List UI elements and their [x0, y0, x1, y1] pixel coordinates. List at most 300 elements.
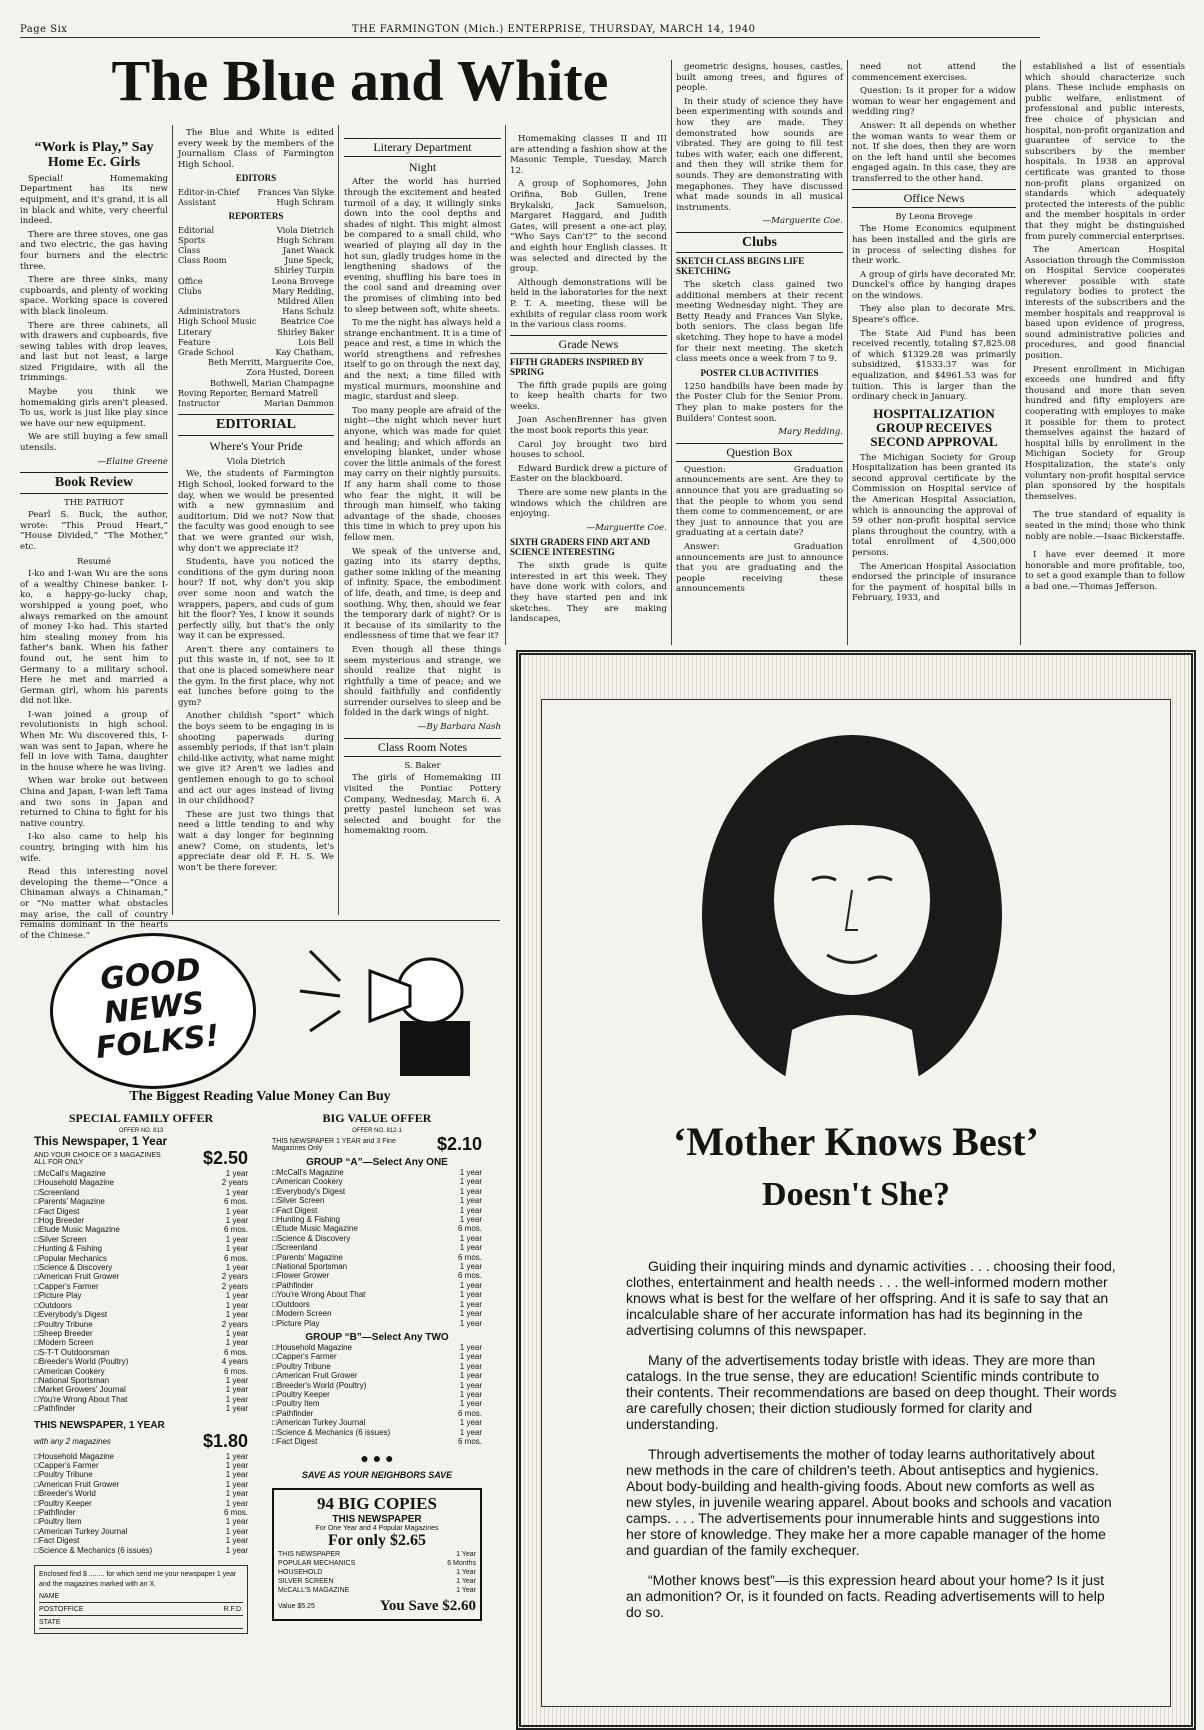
magazine-term: 1 year — [459, 1196, 482, 1206]
subhead: FIFTH GRADERS INSPIRED BY SPRING — [510, 356, 644, 377]
column-2 — [178, 128, 334, 918]
magazine-name: □ Capper's Farmer — [272, 1352, 337, 1361]
magazine-row[interactable] — [34, 1338, 248, 1347]
staff-role: Clubs — [178, 285, 202, 296]
magazine-row[interactable] — [272, 1362, 482, 1371]
column-rule — [338, 125, 339, 915]
staff-role: High School Music — [178, 316, 257, 327]
you-save: You Save $2.60 — [379, 1598, 476, 1615]
combo-item: SILVER SCREEN — [278, 1578, 334, 1586]
magazine-name: □ American Cookery — [34, 1367, 105, 1376]
column-rule — [172, 125, 173, 915]
paragraph: These are just two things that need a little tending to and why wait a day longer for beginning anew? Come, on students, let's appreciate dear old F. H. S. We won't be there forever. — [178, 809, 334, 873]
magazine-name: □ American Fruit Grower — [34, 1480, 119, 1489]
magazine-row[interactable] — [34, 1207, 248, 1216]
magazine-row[interactable] — [272, 1343, 482, 1352]
article-headline: Class Room Notes — [344, 738, 501, 757]
staff-name: Hugh Schram — [276, 234, 334, 245]
article-headline: “Work is Play,” Say Home Ec. Girls — [34, 140, 154, 171]
magazine-term: 1 year — [225, 1244, 248, 1254]
staff-row — [178, 306, 334, 316]
magazine-list — [272, 1168, 482, 1328]
magazine-term: 1 year — [225, 1375, 248, 1385]
magazine-row[interactable] — [272, 1206, 482, 1215]
magazine-row[interactable] — [272, 1352, 482, 1361]
combo-term: 1 Year — [456, 1578, 476, 1586]
editors-list — [178, 187, 334, 207]
form-intro: Enclosed find $ ........ for which send me your newspaper 1 year and the magazines marked with an X. — [39, 1571, 237, 1589]
author-signature: —Elaine Greene — [97, 456, 168, 467]
magazine-row[interactable] — [34, 1272, 248, 1281]
magazine-row[interactable] — [34, 1235, 248, 1244]
magazine-row[interactable] — [34, 1178, 248, 1187]
paragraph: When war broke out between China and Japan, I-wan left Tama and two sons in Japan and returned to China to fight for his native country. — [20, 776, 168, 829]
magazine-term: 6 mos. — [223, 1366, 248, 1376]
magazine-name: □ Outdoors — [272, 1300, 310, 1309]
magazine-row[interactable] — [34, 1461, 248, 1470]
paragraph: Students, have you noticed the conditions of the gym during noon hour? If not, why don't you skip over some noon and watch the wrappers, papers, and cuds of gum hit the floor? Yes, I know it sounds perfectly silly, but that's the only way it can be expressed. — [178, 557, 334, 642]
magazine-name: □ Sheep Breeder — [34, 1329, 93, 1338]
paragraph: Question: Graduation announcements are sent. Are they to announce that you are graduating so that the people to whom you send them come to commencement, or are they just to announce that you are graduating at a certain date? — [676, 464, 843, 539]
staff-name: Viola Dietrich — [276, 224, 334, 235]
combo-sub: For One Year and 4 Popular Magazines — [315, 1525, 439, 1533]
magazine-name: □ American Fruit Grower — [34, 1272, 119, 1281]
magazine-row[interactable] — [272, 1428, 482, 1437]
ad-headline: ‘Mother Knows Best’ — [673, 1119, 1039, 1164]
magazine-term: 1 year — [459, 1427, 482, 1437]
shout-lines — [300, 951, 340, 1031]
paragraph: Many of the advertisements today bristle with ideas. They are more than catalogs. In the true sense, they are education! Scientific minds contribute to their contents. Their recommendations are based on deep thought. Their words are carefully chosen; their diction studiously formed for clarity and understanding. — [626, 1352, 1117, 1432]
magazine-term: 1 year — [225, 1498, 248, 1508]
mother-knows-best-ad — [516, 650, 1196, 1730]
paragraph: “Mother knows best”—is this expression heard about your home? Is it just an admonition? Or, is it founded on facts. Reading advertisements will to help do so. — [626, 1572, 1105, 1620]
staff-role: Editorial — [178, 224, 215, 235]
portrait-collar — [782, 1015, 922, 1100]
staff-name: Kay Chatham, — [275, 347, 334, 357]
magazine-name: □ National Sportsman — [272, 1262, 347, 1271]
staff-name: June Speck, — [284, 255, 334, 266]
staff-row — [178, 286, 334, 296]
editorial-title: Where's Your Pride — [209, 438, 303, 453]
article-headline: Clubs — [676, 232, 843, 253]
magazine-name: □ Poultry Item — [34, 1517, 82, 1526]
paragraph: Answer: It all depends on whether the woman wants to wear them or not. If she does, then they are worn on the left hand until she becomes engaged again. In this case, they are transferred to the other hand. — [852, 120, 1016, 184]
magazine-row[interactable] — [272, 1437, 482, 1446]
magazine-term: 1 year — [225, 1385, 248, 1395]
magazine-name: □ You're Wrong About That — [272, 1290, 365, 1299]
magazine-name: □ Modern Screen — [34, 1338, 94, 1347]
magazine-row[interactable] — [34, 1225, 248, 1234]
author-signature: Mary Redding. — [778, 427, 843, 438]
magazine-term: 6 mos. — [223, 1347, 248, 1357]
paragraph: There are three cabinets, all with drawers and cupboards, five sewing tables with drop leaves, and last but not least, a large sized Frigidaire, with all the trimmings. — [20, 320, 168, 384]
quotation: I have ever deemed it more honorable and more profitable, too, to set a good example than to follow a bad one.—Thomas Jefferson. — [1025, 550, 1185, 592]
magazine-row[interactable] — [34, 1385, 248, 1394]
column-rule — [1020, 60, 1021, 645]
column-4 — [510, 134, 667, 644]
staff-name: Hugh Schram — [276, 197, 334, 208]
magazine-name: □ Poultry Tribune — [34, 1470, 93, 1479]
magazine-name: □ Silver Screen — [272, 1196, 324, 1205]
paragraph: Carol Joy brought two bird houses to school. — [510, 439, 667, 461]
magazine-row[interactable] — [272, 1409, 482, 1418]
column-7 — [1025, 62, 1185, 644]
magazine-row[interactable] — [34, 1527, 248, 1536]
paragraph: They also plan to decorate Mrs. Speare's office. — [852, 304, 1016, 326]
magazine-term: 1 year — [225, 1263, 248, 1273]
magazine-row[interactable] — [272, 1319, 482, 1328]
magazine-name: □ Silver Screen — [34, 1235, 86, 1244]
save-slogan: SAVE AS YOUR NEIGHBORS SAVE — [301, 1470, 453, 1481]
magazine-name: □ Science & Discovery — [34, 1263, 112, 1272]
magazine-name: □ Everybody's Digest — [272, 1187, 345, 1196]
combo-term: 1 Year — [456, 1569, 476, 1577]
byline: By Leona Brovege — [895, 210, 973, 221]
staff-row — [178, 316, 334, 326]
staff-row — [178, 347, 334, 357]
magazine-row[interactable] — [272, 1309, 482, 1318]
magazine-row[interactable] — [272, 1262, 482, 1271]
magazine-row[interactable] — [34, 1452, 248, 1461]
rfd-field[interactable]: R.F.D. — [223, 1606, 243, 1614]
paragraph: I-wan joined a group of revolutionists in high school. When Mr. Wu discovered this, I-wan was sent to Japan, where he fell in love with Tama, daughter in the house where he was living. — [20, 709, 168, 773]
offer-sub: with any 2 magazines — [34, 1436, 111, 1446]
magazine-name: □ Household Magazine — [34, 1178, 114, 1187]
offer-sub: THIS NEWSPAPER, 1 YEAR — [34, 1419, 165, 1431]
magazine-row[interactable] — [272, 1224, 482, 1233]
paragraph: Present enrollment in Michigan exceeds one hundred and fifty thousand and more than seven hundred and fifty employers are cooperating with employes to make it possible for them to protect themselves against the hazard of hospital bills by enrollment in the Michigan Society for Group Hospitalization, the state's only voluntary non-profit hospital service plan sponsored by the hospitals themselves. — [1025, 364, 1185, 502]
paragraph: The American Hospital Association endorsed the principle of insurance for the payment of hospital bills in February, 1933, and — [852, 561, 1016, 604]
ad-body — [626, 1258, 1122, 1634]
magazine-row[interactable] — [272, 1281, 482, 1290]
paragraph: To me the night has always held a strange enchantment. It is a time of peace and rest, a time in which the world strengthens and refreshes itself to go on through the next day, and the next; a time filled with mystical murmurs, moonshine and magic, stardust and sleep. — [344, 318, 501, 403]
article-headline: HOSPITALIZATION GROUP RECEIVES SECOND APPROVAL — [870, 405, 998, 450]
magazine-term: 2 years — [221, 1281, 248, 1291]
magazine-row[interactable] — [272, 1215, 482, 1224]
paragraph: The fifth grade pupils are going to keep health charts for two weeks. — [510, 380, 667, 412]
magazine-term: 1 year — [459, 1243, 482, 1253]
magazine-term: 6 mos. — [223, 1197, 248, 1207]
combo-row — [278, 1577, 476, 1586]
postoffice-field[interactable]: POSTOFFICE — [39, 1606, 84, 1614]
magazine-term: 1 year — [459, 1186, 482, 1196]
magazine-row[interactable] — [34, 1480, 248, 1489]
paragraph: Although demonstrations will be held in the laboratories for the next P. T. A. meeting, these will be exhibits of regular class room work in the various class rooms. — [510, 277, 667, 331]
magazine-name: □ Outdoors — [34, 1301, 72, 1310]
magazine-row[interactable] — [34, 1546, 248, 1555]
magazine-name: □ Parents' Magazine — [272, 1253, 343, 1262]
magazine-row[interactable] — [272, 1399, 482, 1408]
combo-item: THIS NEWSPAPER — [278, 1551, 341, 1559]
magazine-term: 1 year — [459, 1309, 482, 1319]
magazine-row[interactable] — [34, 1517, 248, 1526]
combo-list — [278, 1550, 476, 1595]
paragraph: The Michigan Society for Group Hospitalization has been granted its second approval certificate by the Commission on Hospital service of the American Hospital Association, which is announcing the approval of 59 other non-profit hospital service plans throughout the country, with a total enrollment of 4,500,000 persons. — [852, 452, 1016, 559]
magazine-term: 1 year — [225, 1526, 248, 1536]
paragraph: I-ko and I-wan Wu are the sons of a wealthy Chinese banker. I-ko, a happy-go-lucky chap, worshipped a young poet, who always remarked on the amount of money I-ko had. This started him stealing money from his father's bank. When his father found out, he sent him to Germany to a military school. Here he met and married a German girl, whom his parents did not like. — [20, 569, 168, 707]
paragraph: established a list of essentials which should characterize such plans. These include emphasis on public welfare, enlistment of professional and public interests, free choice of physician and hospital, non-profit organization and guarantee of service to the subscribers by the member hospitals. In 1938 an approval certificate was granted to those non-profit plans organized on standards which adequately protected the interests of the public and the member hospitals in order that they might be distinguished from purely commercial enterprises. — [1025, 62, 1185, 242]
combo-row — [278, 1586, 476, 1595]
combo-box — [272, 1488, 482, 1621]
magazine-row[interactable] — [272, 1196, 482, 1205]
paragraph: need not attend the commencement exercises. — [852, 62, 1016, 83]
paragraph: Special! Homemaking Department has its new equipment, and it's grand, it is all in black and white, very cheerful indeed. — [20, 173, 168, 227]
paragraph: Even though all these things seem mysterious and strange, we should realize that night is rightfully a time of peace; and we should faithfully and confidently surrender ourselves to sleep and be folded in the dark wings of night. — [344, 644, 501, 719]
magazine-row[interactable] — [34, 1489, 248, 1498]
paragraph: Too many people are afraid of the night—the night which never hurt anyone, which was made for quiet and healing; and which affords an enveloping blanket, under whose cover the little animals of the forest may carry on their nightly pursuits. If any harm shall come to those who fear the night, it will be through man himself, who taking advantage of the shade, chooses this time in which to prey upon his fellow men. — [344, 405, 501, 543]
magazine-term: 1 year — [225, 1300, 248, 1310]
staff-role: Assistant — [178, 197, 216, 208]
magazine-name: □ Modern Screen — [272, 1309, 332, 1318]
dots-divider: ● ● ● — [360, 1450, 394, 1467]
magazine-term: 1 year — [225, 1517, 248, 1527]
paragraph: There are three sinks, many cupboards, and plenty of working space. Working space is covered with black linoleum. — [20, 275, 168, 317]
staff-name: Shirley Baker — [277, 326, 334, 337]
paragraph: The sketch class gained two additional members at their recent meeting Wednesday night. They are Betty Ready and Frances Van Slyke, both seniors. The class began life sketching. They hope to have a model for their next meeting. The sketch class meets once a week from 7 to 9. — [676, 280, 843, 365]
magazine-row[interactable] — [34, 1357, 248, 1366]
magazine-row[interactable] — [34, 1536, 248, 1545]
paragraph: I-ko also came to help his country, bringing with him his wife. — [20, 832, 168, 864]
column-rule — [671, 60, 672, 645]
paragraph: After the world has hurried through the excitement and heated turmoil of a day, it willingly sinks down into the cool depths and shades of night. This might almost be compared to a small child, who wearied of playing all day in the hot sun, gladly trudges home in the lengthening shadows of the evening, shuffling his bare toes in the cool sand and dreaming over the promises of climbing into bed to sleep between soft, white sheets. — [344, 177, 501, 315]
magazine-term: 1 year — [459, 1215, 482, 1225]
magazine-term: 6 mos. — [223, 1253, 248, 1263]
paragraph: There are three stoves, one gas and two electric, the gas having four burners and the electric three. — [20, 229, 168, 272]
magazine-term: 1 year — [459, 1168, 482, 1177]
group-heading: GROUP “B”—Select Any TWO — [305, 1331, 449, 1343]
magazine-name: □ McCall's Magazine — [272, 1168, 344, 1177]
paragraph: A group of girls have decorated Mr. Dunckel's office by hanging drapes on the windows. — [852, 269, 1016, 301]
magazine-name: □ Fact Digest — [272, 1437, 317, 1446]
magazine-name: □ Pathfinder — [34, 1508, 75, 1517]
subscription-offer-ad — [20, 920, 500, 1721]
magazine-name: □ Breeder's World (Poultry) — [34, 1357, 128, 1366]
page-number: Page Six — [20, 24, 68, 35]
magazine-term: 1 year — [459, 1318, 482, 1328]
magazine-row[interactable] — [34, 1169, 248, 1178]
magazine-row[interactable] — [34, 1508, 248, 1517]
magazine-name: □ Capper's Farmer — [34, 1461, 99, 1470]
magazine-name: □ National Sportsman — [34, 1376, 109, 1385]
magazine-row[interactable] — [34, 1395, 248, 1404]
magazine-name: □ Screenland — [272, 1243, 317, 1252]
staff-role: Class Room — [178, 255, 227, 266]
magazine-term: 1 year — [459, 1389, 482, 1399]
magazine-term: 1 year — [225, 1460, 248, 1470]
paragraph: The girls of Homemaking III visited the Pontiac Pottery Company, Wednesday, March 6. A pretty pastel luncheon set was selected and bought for the homemaking room. — [344, 773, 501, 837]
magazine-term: 1 year — [459, 1205, 482, 1215]
magazine-term: 1 year — [459, 1418, 482, 1428]
article-headline: Question Box — [676, 443, 843, 462]
combo-sub: THIS NEWSPAPER — [332, 1514, 422, 1526]
paragraph: The State Aid Fund has been received recently, totaling $7,825.08 of which $1329.28 was primarily subsidized, $1533.37 was for equalization, and $4961.53 was for tuition. This is larger than the ordinary check in January. — [852, 328, 1016, 403]
speech-bubble — [50, 933, 256, 1089]
magazine-term: 1 year — [225, 1489, 248, 1499]
reporters-list — [178, 225, 334, 358]
staff-role: Grade School — [178, 347, 234, 357]
article-headline: Grade News — [510, 335, 667, 354]
paragraph: We are still buying a few small utensils. — [20, 432, 168, 454]
magazine-name: □ Pathfinder — [34, 1404, 75, 1413]
column-1 — [20, 136, 168, 941]
magazine-name: □ Fact Digest — [272, 1206, 317, 1215]
magazine-row[interactable] — [272, 1300, 482, 1309]
staff-role: Feature — [178, 336, 211, 347]
magazine-row[interactable] — [34, 1188, 248, 1197]
magazine-name: □ Hunting & Fishing — [272, 1215, 340, 1224]
magazine-name: □ Etude Music Magazine — [34, 1225, 120, 1234]
magazine-row[interactable] — [272, 1418, 482, 1427]
magazine-name: □ Fact Digest — [34, 1207, 79, 1216]
magazine-row[interactable] — [272, 1234, 482, 1243]
staff-row — [178, 265, 334, 275]
magazine-row[interactable] — [272, 1177, 482, 1186]
column-rule — [847, 60, 848, 645]
magazine-term: 6 mos. — [457, 1224, 482, 1234]
magazine-row[interactable] — [272, 1187, 482, 1196]
subhead: POSTER CLUB ACTIVITIES — [700, 367, 819, 378]
magazine-term: 1 year — [459, 1352, 482, 1362]
magazine-term: 1 year — [459, 1280, 482, 1290]
magazine-row[interactable] — [34, 1301, 248, 1310]
magazine-term: 6 mos. — [457, 1408, 482, 1418]
staff-role: Sports — [178, 234, 206, 245]
subhead: Resumé — [77, 555, 111, 566]
paragraph: Through advertisements the mother of today learns authoritatively about new methods in the care of children's teeth. About antiseptics and hygienics. About body-building and health-giving foods. About new comforts as well as new styles, in juvenile wearing apparel. About books and schools and vacation camps. . . . The advertisements pour innumerable hints and suggestions into her store of knowledge. They make her a more capable manager of the home and guardian of the family exchequer. — [626, 1446, 1112, 1558]
staff-name: Janet Waack — [282, 244, 334, 255]
column-5 — [676, 62, 843, 644]
ad-subheadline: Doesn't She? — [762, 1176, 950, 1213]
magazine-row[interactable] — [272, 1168, 482, 1177]
state-field[interactable]: STATE — [39, 1618, 243, 1629]
paragraph: The American Hospital Association through the Commission on Hospital Service cooperates wherever possible with state regulatory bodies to protect the interests of the subscribers and the member hospitals and reapproval is based upon evidence of progress, sound administrative policies and procedures, and good financial position. — [1025, 245, 1185, 362]
combo-row — [278, 1568, 476, 1577]
magazine-row[interactable] — [34, 1470, 248, 1479]
magazine-term: 1 year — [459, 1299, 482, 1309]
staff-row — [178, 197, 334, 207]
staff-role: Literary — [178, 326, 212, 337]
magazine-row[interactable] — [34, 1216, 248, 1225]
combo-term: 6 Months — [447, 1560, 476, 1568]
paragraph: Aren't there any containers to put this waste in, if not, see to it that one is placed somewhere near the gym. In the first place, why not eat lunches before going to the gym? — [178, 644, 334, 708]
staff-row — [178, 296, 334, 306]
paragraph: Pearl S. Buck, the author, wrote: “This Proud Heart,” “House Divided,” “The Mother,” etc. — [20, 510, 168, 552]
megaphone-man-illustration — [280, 931, 490, 1081]
magazine-name: □ Poultry Tribune — [272, 1362, 331, 1371]
paragraph: Another childish “sport” which the boys seem to be engaging in is shooting paperwads during assembly periods, if that isn't plain child-like activity, what name might we give it? Aren't we ladies and gentlemen enough to go to school and act our ages instead of living in our childhood? — [178, 711, 334, 807]
magazine-term: 6 mos. — [223, 1508, 248, 1517]
magazine-name: □ Poultry Item — [272, 1399, 320, 1408]
magazine-name: □ Flower Grower — [272, 1271, 329, 1280]
magazine-row[interactable] — [34, 1291, 248, 1300]
paragraph: Edward Burdick drew a picture of Easter on the blackboard. — [510, 463, 667, 485]
staff-name: Mildred Allen — [277, 295, 334, 306]
magazine-term: 1 year — [225, 1206, 248, 1216]
magazine-term: 1 year — [459, 1262, 482, 1272]
paragraph: We speak of the universe and, gazing into its starry depths, gather some inkling of the meaning of infinity. Space, the embodiment of life, death, and time, is deep and soothing. Why, then, should we fear the temporary dark of night? Or is it because of its similarity to the endlessness of time that we fear it? — [344, 546, 501, 642]
magazine-name: □ S-T-T Outdoorsman — [34, 1348, 109, 1357]
magazine-name: □ Science & Discovery — [272, 1234, 350, 1243]
offer-sub: THIS NEWSPAPER 1 YEAR and 3 Fine Magazines Only — [272, 1137, 396, 1152]
magazine-row[interactable] — [34, 1376, 248, 1385]
staff-role: Office — [178, 275, 203, 286]
article-headline: EDITORIAL — [178, 414, 334, 435]
magazine-name: □ Breeder's World — [34, 1489, 96, 1498]
magazine-row[interactable] — [34, 1320, 248, 1329]
subhead: SKETCH CLASS BEGINS LIFE SKETCHING — [676, 256, 805, 277]
magazine-term: 6 mos. — [457, 1252, 482, 1262]
magazine-term: 1 year — [225, 1451, 248, 1461]
magazine-term: 1 year — [225, 1169, 248, 1178]
staff-role: Administrators — [178, 306, 241, 317]
book-title: THE PATRIOT — [64, 496, 124, 507]
byline: Viola Dietrich — [226, 455, 286, 466]
magazine-row[interactable] — [272, 1371, 482, 1380]
magazine-row[interactable] — [272, 1390, 482, 1399]
magazine-row[interactable] — [272, 1271, 482, 1280]
magazine-term: 1 year — [225, 1291, 248, 1301]
magazine-row[interactable] — [34, 1348, 248, 1357]
name-field[interactable]: NAME — [39, 1592, 243, 1603]
magazine-row[interactable] — [34, 1244, 248, 1253]
article-title: Night — [408, 160, 437, 175]
figure-body — [400, 1021, 470, 1076]
magazine-row[interactable] — [34, 1499, 248, 1508]
byline: S. Baker — [404, 759, 441, 770]
magazine-row[interactable] — [34, 1282, 248, 1291]
magazine-row[interactable] — [34, 1329, 248, 1338]
magazine-term: 1 year — [459, 1380, 482, 1390]
column-6 — [852, 62, 1016, 644]
magazine-term: 1 year — [225, 1545, 248, 1555]
magazine-name: □ You're Wrong About That — [34, 1395, 127, 1404]
magazine-row[interactable] — [34, 1197, 248, 1206]
ad-inner-panel — [541, 699, 1171, 1707]
paragraph: Answer: Graduation announcements are just to announce that you are graduating and the people receiving these announcements — [676, 542, 843, 595]
magazine-row[interactable] — [34, 1310, 248, 1319]
magazine-name: □ Screenland — [34, 1188, 79, 1197]
staff-name: Shirley Turpin — [274, 265, 334, 276]
paragraph: Read this interesting novel developing the theme—“Once a Chinaman always a Chinaman,” or “No matter what obstacles may arise, the call of country remains dominant in the hearts of the Chinese.” — [20, 867, 168, 941]
magazine-row[interactable] — [34, 1404, 248, 1413]
combo-item: McCALL'S MAGAZINE — [278, 1587, 350, 1595]
magazine-term: 1 year — [225, 1404, 248, 1414]
magazine-row[interactable] — [272, 1253, 482, 1262]
magazine-term: 6 mos. — [457, 1436, 482, 1446]
staff-role: Class — [178, 244, 201, 255]
paragraph: We, the students of Farmington High School, looked forward to the day, when we would be presented with a new gymnasium and auditorium. Did we not? Now that the faculty was good enough to see that we were granted our wish, why don't we appreciate it? — [178, 469, 334, 554]
magazine-name: □ Pathfinder — [272, 1281, 313, 1290]
article-headline: Book Review — [20, 472, 168, 493]
offer-price: $2.50 — [202, 1148, 248, 1168]
magazine-row[interactable] — [34, 1367, 248, 1376]
offer-number: OFFER NO. 813 — [118, 1128, 164, 1134]
magazine-row[interactable] — [34, 1263, 248, 1272]
magazine-list — [272, 1343, 482, 1446]
staff-name: Hans Schulz — [282, 306, 334, 317]
magazine-row[interactable] — [34, 1254, 248, 1263]
magazine-row[interactable] — [272, 1381, 482, 1390]
magazine-term: 1 year — [225, 1310, 248, 1320]
magazine-term: 1 year — [225, 1394, 248, 1404]
paragraph: Joan AschenBrenner has given the most book reports this year. — [510, 415, 667, 437]
magazine-list — [34, 1452, 248, 1555]
magazine-row[interactable] — [272, 1290, 482, 1299]
group-heading: GROUP “A”—Select Any ONE — [306, 1157, 448, 1168]
magazine-row[interactable] — [272, 1243, 482, 1252]
magazine-term: 1 year — [225, 1338, 248, 1348]
magazine-term: 1 year — [225, 1470, 248, 1480]
